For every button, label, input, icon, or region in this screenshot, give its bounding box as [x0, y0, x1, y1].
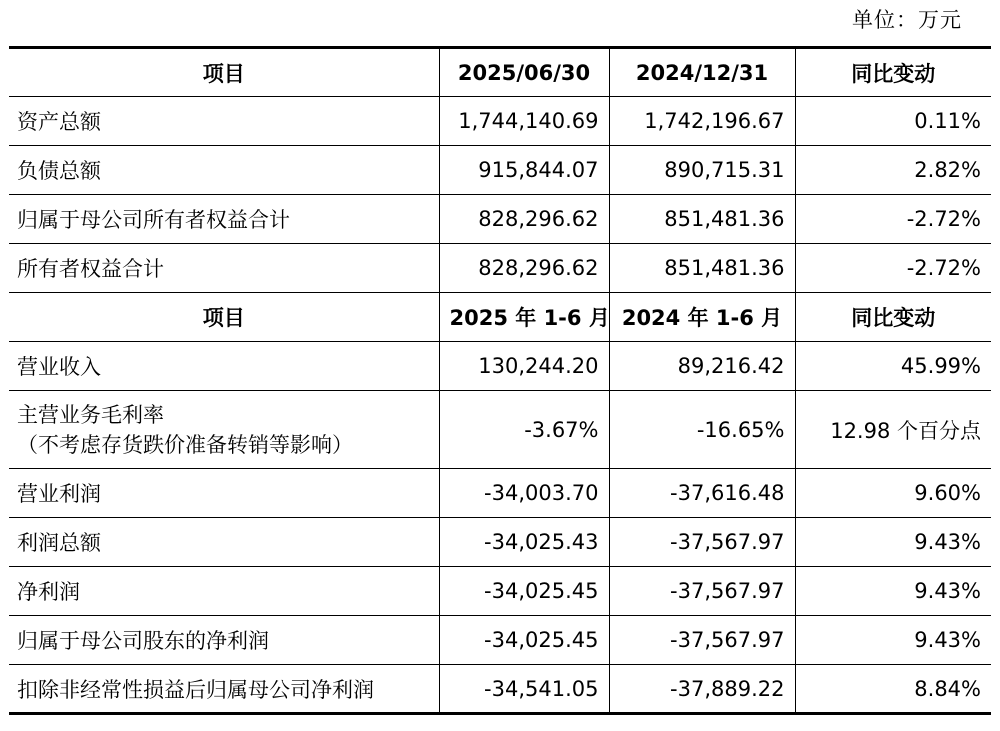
- cell-value: -37,567.97: [609, 567, 795, 616]
- cell-value: -3.67%: [439, 391, 609, 469]
- header-date-2024: 2024/12/31: [609, 48, 795, 97]
- cell-value: 130,244.20: [439, 342, 609, 391]
- row-label-line2: （不考虑存货跌价准备转销等影响）: [17, 432, 353, 457]
- table-row: [9, 146, 991, 195]
- header-period-2025: 2025 年 1-6 月: [439, 293, 609, 342]
- row-label: 净利润: [9, 567, 439, 616]
- cell-value: -37,567.97: [609, 616, 795, 665]
- header-change: 同比变动: [795, 293, 991, 342]
- cell-value: -16.65%: [609, 391, 795, 469]
- row-label: 所有者权益合计: [9, 244, 439, 293]
- row-label: 归属于母公司股东的净利润: [9, 616, 439, 665]
- cell-change: 2.82%: [795, 146, 991, 195]
- header-item: 项目: [9, 293, 439, 342]
- row-label: 扣除非经常性损益后归属母公司净利润: [9, 665, 439, 714]
- cell-value: 851,481.36: [609, 195, 795, 244]
- cell-value: 851,481.36: [609, 244, 795, 293]
- table-row: [9, 616, 991, 665]
- row-label: 营业利润: [9, 469, 439, 518]
- cell-change: 9.43%: [795, 567, 991, 616]
- row-label: 资产总额: [9, 97, 439, 146]
- table-row: [9, 665, 991, 714]
- cell-change: 0.11%: [795, 97, 991, 146]
- cell-value: -34,003.70: [439, 469, 609, 518]
- cell-value: -34,025.45: [439, 616, 609, 665]
- cell-change: 9.60%: [795, 469, 991, 518]
- cell-change: 45.99%: [795, 342, 991, 391]
- unit-label: 单位：万元: [852, 8, 962, 32]
- cell-value: 915,844.07: [439, 146, 609, 195]
- table-row: [9, 244, 991, 293]
- table-row: [9, 342, 991, 391]
- cell-change: 8.84%: [795, 665, 991, 714]
- table-row: [9, 469, 991, 518]
- cell-value: -37,616.48: [609, 469, 795, 518]
- cell-value: 1,744,140.69: [439, 97, 609, 146]
- cell-value: 890,715.31: [609, 146, 795, 195]
- cell-value: -37,567.97: [609, 518, 795, 567]
- cell-value: -37,889.22: [609, 665, 795, 714]
- table-row: [9, 567, 991, 616]
- cell-value: 828,296.62: [439, 244, 609, 293]
- financial-summary-table: [9, 46, 991, 715]
- row-label-line1: 主营业务毛利率: [17, 402, 164, 427]
- cell-change: -2.72%: [795, 195, 991, 244]
- cell-change: 9.43%: [795, 616, 991, 665]
- cell-change: 9.43%: [795, 518, 991, 567]
- header-item: 项目: [9, 48, 439, 97]
- header-date-2025: 2025/06/30: [439, 48, 609, 97]
- table-row-gross-margin: [9, 391, 991, 469]
- header-row-income: [9, 293, 991, 342]
- cell-change: -2.72%: [795, 244, 991, 293]
- cell-value: 89,216.42: [609, 342, 795, 391]
- cell-value: -34,025.45: [439, 567, 609, 616]
- row-label: 归属于母公司所有者权益合计: [9, 195, 439, 244]
- cell-value: -34,541.05: [439, 665, 609, 714]
- row-label: 负债总额: [9, 146, 439, 195]
- row-label: [9, 391, 439, 469]
- row-label: 营业收入: [9, 342, 439, 391]
- cell-value: 828,296.62: [439, 195, 609, 244]
- table-row: [9, 195, 991, 244]
- header-change: 同比变动: [795, 48, 991, 97]
- cell-change: 12.98 个百分点: [795, 391, 991, 469]
- table-row: [9, 97, 991, 146]
- row-label: 利润总额: [9, 518, 439, 567]
- cell-value: -34,025.43: [439, 518, 609, 567]
- header-period-2024: 2024 年 1-6 月: [609, 293, 795, 342]
- table-row: [9, 518, 991, 567]
- header-row-balance: [9, 48, 991, 97]
- cell-value: 1,742,196.67: [609, 97, 795, 146]
